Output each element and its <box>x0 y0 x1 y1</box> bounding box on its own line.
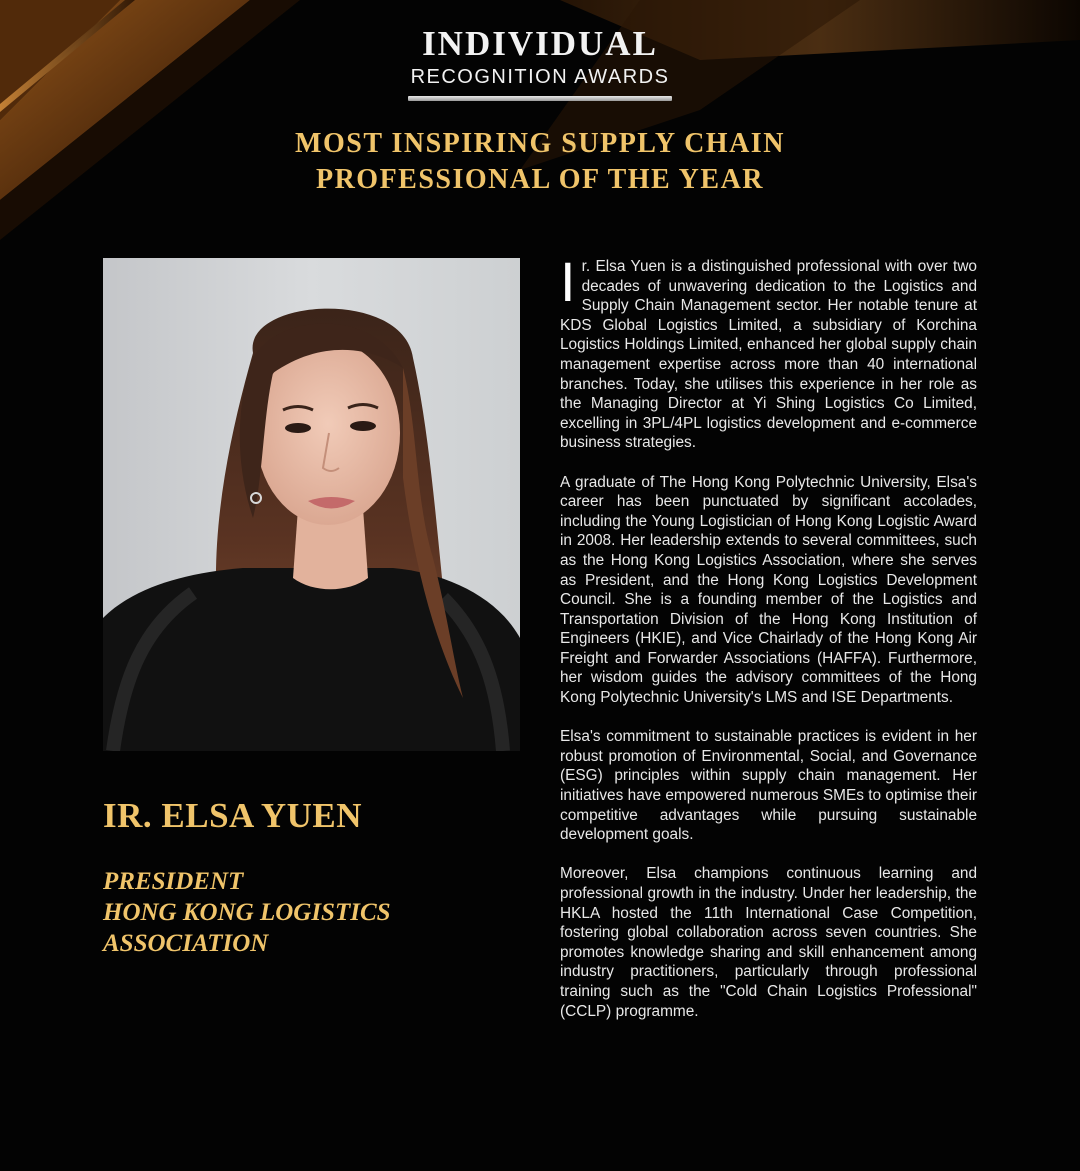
recipient-name: IR. ELSA YUEN <box>103 796 363 835</box>
bio-paragraph-3: Elsa's commitment to sustainable practices is evident in her robust promotion of Environmental, Social, and Governance (ESG) principles within supply chain management. Her initiatives have empowered numerous SMEs to optimise their competitive advantages while pursuing sustainable development goals. <box>560 728 977 844</box>
award-title <box>0 126 1080 198</box>
portrait-illustration <box>103 258 520 751</box>
brand-subtitle: RECOGNITION AWARDS <box>410 66 670 88</box>
recipient-role <box>103 866 391 959</box>
bio-paragraph-2: A graduate of The Hong Kong Polytechnic University, Elsa's career has been punctuated by significant accolades, including the Young Logistician of Hong Kong Logistic Award in 2008. Her leadership extends to several committees, such as the Hong Kong Logistics Association, where she serves as President, and the Hong Kong Logistics Development Council. She is a founding member of the Logistics and Transportation Division of the Hong Kong Institution of Engineers (HKIE), and Vice Chairlady of the Hong Kong Air Freight and Forwarder Associations (HAFFA). Furthermore, her wisdom guides the advisory committees of the Hong Kong Polytechnic University's LMS and ISE Departments. <box>560 473 977 707</box>
header <box>0 24 1080 101</box>
biography <box>560 250 977 1041</box>
award-title-line-2: PROFESSIONAL OF THE YEAR <box>315 164 765 195</box>
award-title-line-1: MOST INSPIRING SUPPLY CHAIN <box>295 128 785 159</box>
bio-paragraph-4: Moreover, Elsa champions continuous learning and professional growth in the industry. Under her leadership, the HKLA hosted the 11th International Case Competition, fostering global collaboration across seven countries. She promotes knowledge sharing and skill enhancement among industry practitioners, particularly through professional training such as the "Cold Chain Logistics Professional" (CCLP) programme. <box>560 865 977 1020</box>
drop-cap: I <box>560 250 576 313</box>
bio-paragraph-1 <box>560 250 977 453</box>
bio-paragraph-1-text: r. Elsa Yuen is a distinguished professional with over two decades of unwavering dedication to the Logistics and Supply Chain Management sector. Her notable tenure at KDS Global Logistics Limited, a subsidiary of Korchina Logistics Holdings Limited, enhanced her global supply chain management expertise across more than 40 international branches. Today, she utilises this experience in her role as the Managing Director at Yi Shing Logistics Co Limited, excelling in 3PL/4PL logistics development and e-commerce business strategies. <box>560 258 977 452</box>
brand-underline <box>408 96 672 101</box>
brand-title: INDIVIDUAL <box>422 24 658 63</box>
role-line-3: ASSOCIATION <box>103 930 269 957</box>
portrait-photo <box>103 258 520 751</box>
role-line-2: HONG KONG LOGISTICS <box>103 899 391 926</box>
role-line-1: PRESIDENT <box>103 868 244 895</box>
